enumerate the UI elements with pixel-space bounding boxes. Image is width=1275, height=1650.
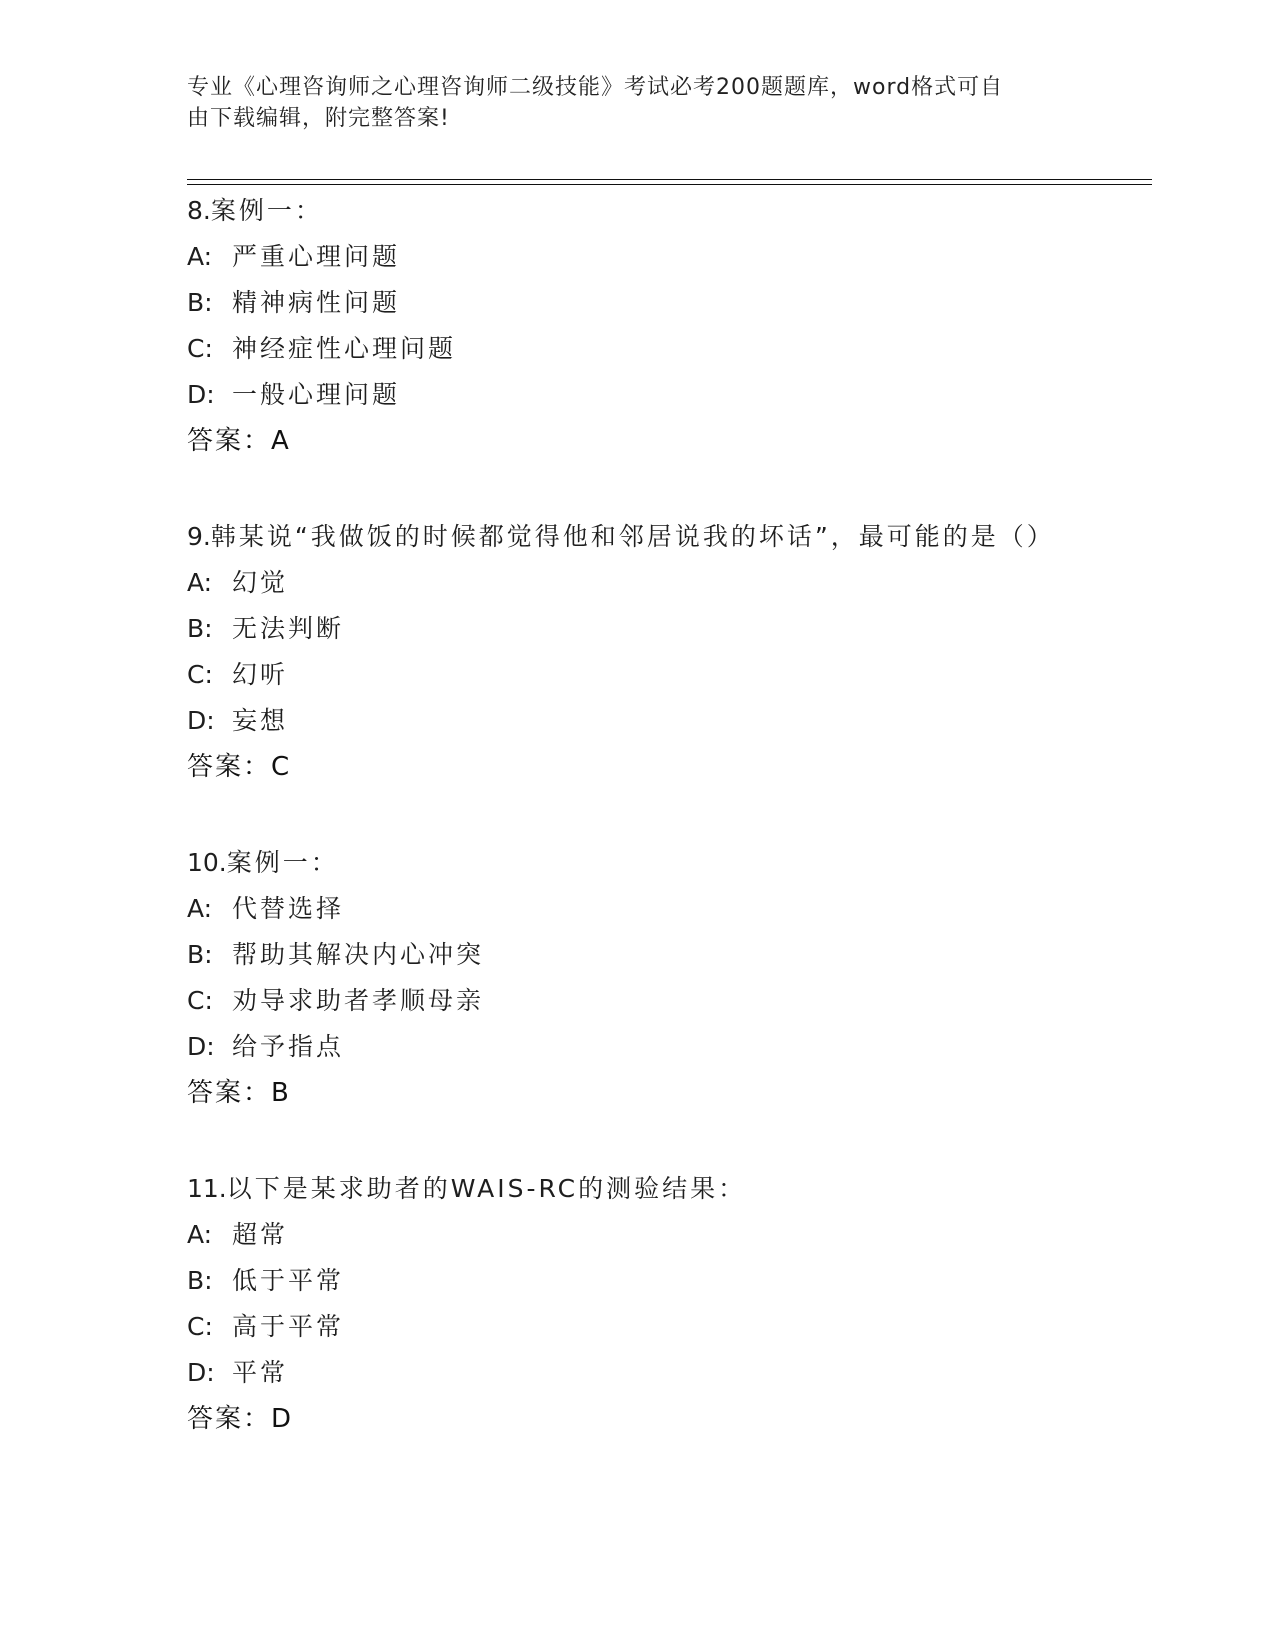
question-stem [187,840,1107,886]
option-a [187,1212,1107,1258]
question-8 [187,188,1107,464]
option-text: 平常 [232,1358,289,1387]
question-10 [187,840,1107,1116]
option-a [187,234,1107,280]
answer-label: 答案： [187,1404,272,1434]
option-text: 妄想 [232,706,289,735]
option-d [187,1350,1107,1396]
option-letter: D: [187,706,215,735]
option-letter: B: [187,288,213,317]
answer-line [187,1070,1107,1116]
option-letter: D: [187,1032,215,1061]
option-c [187,652,1107,698]
option-text: 幻听 [232,660,289,689]
option-a [187,886,1107,932]
option-a [187,560,1107,606]
option-letter: D: [187,380,215,409]
answer-line [187,418,1107,464]
option-text: 高于平常 [232,1312,345,1341]
answer-value: A [271,426,289,456]
header-line-1: 专业《心理咨询师之心理咨询师二级技能》考试必考200题题库，word格式可自 [187,75,1004,100]
header-rule-top [187,179,1152,180]
option-letter: A: [187,1220,213,1249]
header-rule-bottom [187,184,1152,185]
answer-label: 答案： [187,426,272,456]
option-letter: A: [187,894,213,923]
answer-value: C [271,752,290,782]
option-c [187,326,1107,372]
answer-line [187,1396,1107,1442]
option-b [187,280,1107,326]
option-letter: A: [187,242,213,271]
answer-label: 答案： [187,752,272,782]
option-text: 帮助其解决内心冲突 [232,940,485,969]
option-b [187,932,1107,978]
option-letter: C: [187,334,213,363]
answer-value: D [271,1404,292,1434]
answer-line [187,744,1107,790]
option-letter: A: [187,568,213,597]
question-text: 案例一： [226,848,339,877]
question-stem [187,1166,1107,1212]
option-text: 神经症性心理问题 [232,334,457,363]
option-text: 代替选择 [232,894,345,923]
question-number: 9. [187,522,211,551]
question-number: 11. [187,1174,227,1203]
option-text: 低于平常 [232,1266,345,1295]
option-text: 精神病性问题 [232,288,401,317]
question-text: 案例一： [210,196,323,225]
question-list [187,188,1107,1492]
question-number: 8. [187,196,211,225]
option-letter: B: [187,940,213,969]
option-text: 给予指点 [232,1032,345,1061]
option-text: 超常 [232,1220,289,1249]
option-d [187,372,1107,418]
option-letter: B: [187,614,213,643]
question-text: 韩某说“我做饭的时候都觉得他和邻居说我的坏话”，最可能的是（） [210,522,1055,551]
document-header [187,72,1067,134]
option-letter: C: [187,660,213,689]
option-letter: D: [187,1358,215,1387]
option-text: 严重心理问题 [232,242,401,271]
option-b [187,1258,1107,1304]
option-text: 幻觉 [232,568,289,597]
header-line-2: 由下载编辑，附完整答案! [187,106,450,131]
answer-value: B [271,1078,289,1108]
option-d [187,1024,1107,1070]
option-letter: B: [187,1266,213,1295]
option-letter: C: [187,1312,213,1341]
option-d [187,698,1107,744]
option-text: 一般心理问题 [232,380,401,409]
answer-label: 答案： [187,1078,272,1108]
question-text: 以下是某求助者的WAIS-RC的测验结果： [226,1174,747,1203]
option-c [187,1304,1107,1350]
option-text: 劝导求助者孝顺母亲 [232,986,485,1015]
option-c [187,978,1107,1024]
question-number: 10. [187,848,227,877]
question-11 [187,1166,1107,1442]
question-stem [187,188,1107,234]
option-letter: C: [187,986,213,1015]
option-b [187,606,1107,652]
option-text: 无法判断 [232,614,345,643]
question-9 [187,514,1107,790]
question-stem [187,514,1107,560]
